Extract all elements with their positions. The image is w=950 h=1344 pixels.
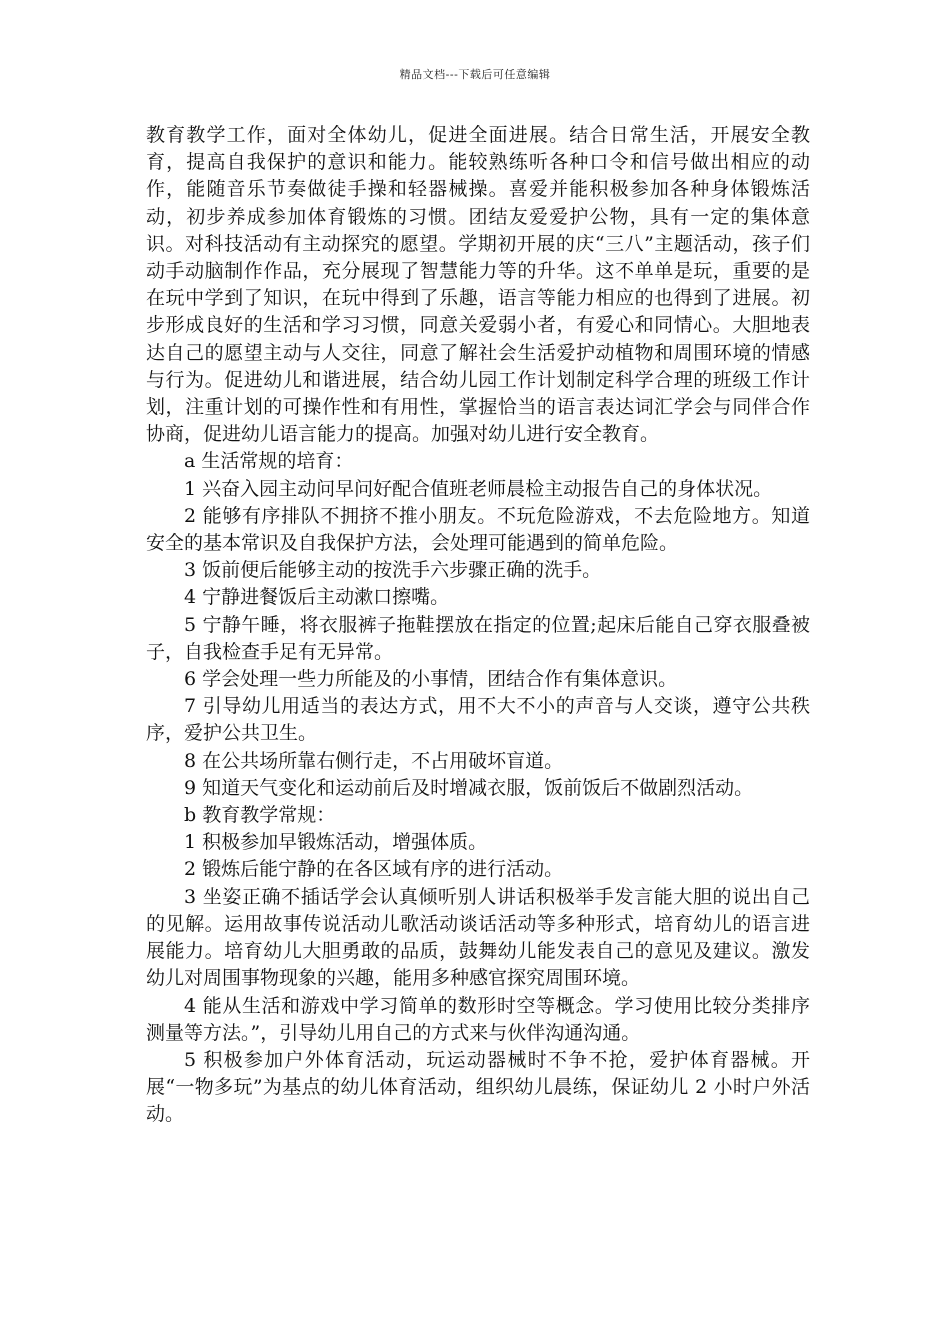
section-a-item: 6 学会处理一些力所能及的小事情，团结合作有集体意识。 [184, 668, 678, 691]
page-header: 精品文档---下载后可任意编辑 [399, 68, 551, 81]
section-a-item: 3 饭前便后能够主动的按洗手六步骤正确的洗手。 [184, 559, 602, 582]
section-b-item: 5 积极参加户外体育活动，玩运动器械时不争不抢，爱护体育器械。开展“一物多玩”为基点的幼儿体育活动，组织幼儿晨练，保证幼儿 2 小时户外活动。 [146, 1048, 810, 1126]
document-body [146, 122, 810, 1129]
section-b-item: 4 能从生活和游戏中学习简单的数形时空等概念。学习使用比较分类排序测量等方法。”，引导幼儿用自己的方式来与伙伴沟通沟通。 [146, 994, 810, 1044]
section-a-item: 8 在公共场所靠右侧行走，不占用破坏盲道。 [184, 749, 564, 772]
section-a-item: 1 兴奋入园主动问早问好配合值班老师晨检主动报告自己的身体状况。 [184, 477, 773, 500]
section-b-item: 2 锻炼后能宁静的在各区域有序的进行活动。 [184, 858, 564, 881]
section-b-heading: b 教育教学常规： [184, 804, 336, 827]
section-a-item: 5 宁静午睡，将衣服裤子拖鞋摆放在指定的位置;起床后能自己穿衣服叠被子，自我检查手足有无异常。 [146, 613, 810, 663]
section-b-item: 3 坐姿正确不插话学会认真倾听别人讲话积极举手发言能大胆的说出自己的见解。运用故事传说活动儿歌活动谈话活动等多种形式，培育幼儿的语言进展能力。培育幼儿大胆勇敢的品质，鼓舞幼儿能发表自己的意见及建议。激发幼儿对周围事物现象的兴趣，能用多种感官探究周围环境。 [146, 885, 810, 990]
section-a-item: 2 能够有序排队不拥挤不推小朋友。不玩危险游戏，不去危险地方。知道安全的基本常识及自我保护方法，会处理可能遇到的简单危险。 [146, 504, 810, 555]
section-a-item: 9 知道天气变化和运动前后及时增减衣服，饭前饭后不做剧烈活动。 [184, 776, 754, 799]
section-a-item: 4 宁静进餐饭后主动漱口擦嘴。 [184, 586, 450, 609]
intro-paragraph: 教育教学工作，面对全体幼儿，促进全面进展。结合日常生活，开展安全教育，提高自我保护的意识和能力。能较熟练听各种口令和信号做出相应的动作，能随音乐节奏做徒手操和轻器械操。喜爱并能积极参加各种身体锻炼活动，初步养成参加体育锻炼的习惯。团结友爱爱护公物，具有一定的集体意识。对科技活动有主动探究的愿望。学期初开展的庆“三八”主题活动，孩子们动手动脑制作作品，充分展现了智慧能力等的升华。这不单单是玩，重要的是在玩中学到了知识，在玩中得到了乐趣，语言等能力相应的也得到了进展。初步形成良好的生活和学习习惯，同意关爱弱小者，有爱心和同情心。大胆地表达自己的愿望主动与人交往，同意了解社会生活爱护动植物和周围环境的情感与行为。促进幼儿和谐进展，结合幼儿园工作计划制定科学合理的班级工作计划，注重计划的可操作性和有用性，掌握恰当的语言表达词汇学会与同伴合作协商，促进幼儿语言能力的提高。加强对幼儿进行安全教育。 [146, 124, 810, 446]
section-b-item: 1 积极参加早锻炼活动，增强体质。 [184, 831, 488, 854]
section-a-item: 7 引导幼儿用适当的表达方式，用不大不小的声音与人交谈，遵守公共秩序，爱护公共卫生。 [146, 695, 810, 745]
section-a-heading: a 生活常规的培育： [184, 450, 354, 473]
